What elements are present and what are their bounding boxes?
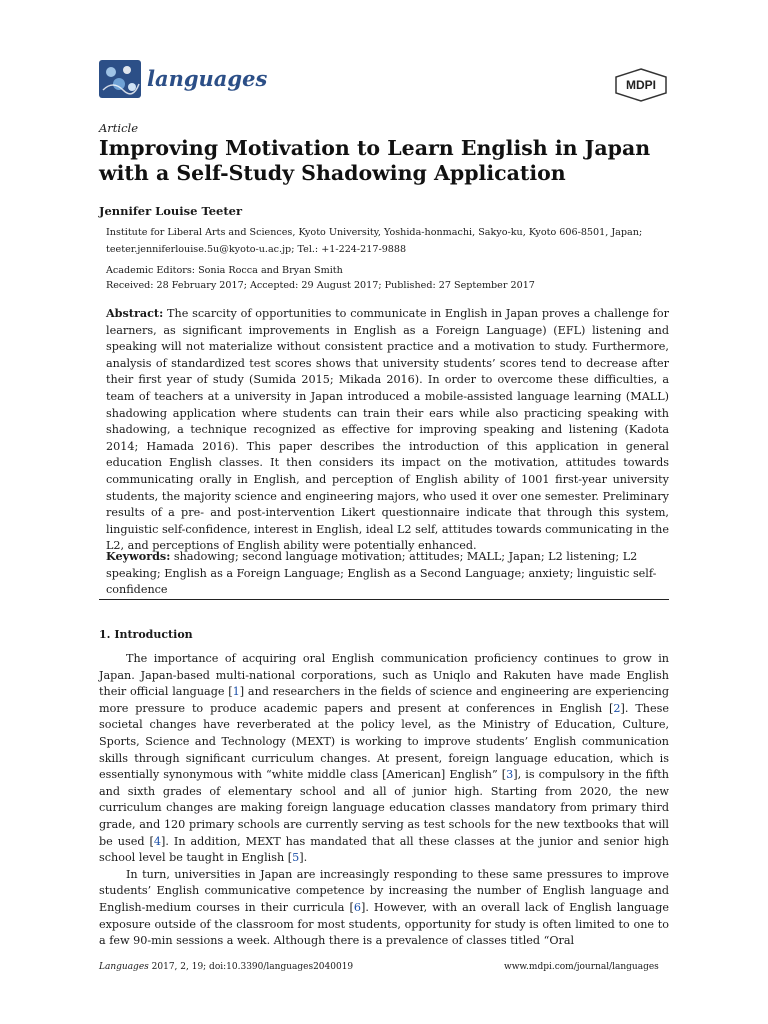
body-text: [99, 651, 669, 950]
paragraph-2: [99, 867, 669, 950]
citation-link[interactable]: 3: [506, 768, 514, 782]
paragraph-1: [99, 651, 669, 867]
affiliation-line1: Institute for Liberal Arts and Sciences, Kyoto University, Yoshida-honmachi, Sakyo-ku, Kyoto 606-8501, Japan;: [106, 227, 643, 238]
text-run: ], is compulsory in the fifth and sixth grades of elementary school and all of junior high. Starting from 2020, the new curriculum changes are making foreign language education classes mandatory from primary third grade, and 120 primary schools are currently serving as test schools for the new textbooks that will be used [: [99, 768, 669, 848]
citation-link[interactable]: 5: [292, 851, 300, 865]
footer-citation: [99, 962, 353, 972]
citation-link[interactable]: 1: [232, 685, 240, 699]
abstract-label: Abstract:: [106, 306, 164, 320]
text-run: ]. However, with an overall lack of English language exposure outside of the classroom for most students, opportunity for study is often limited to one to a few 90-min sessions a week. Although there is a prevalence of classes titled “Oral: [99, 900, 669, 948]
keywords-label: Keywords:: [106, 549, 171, 563]
abstract-text: The scarcity of opportunities to communicate in English in Japan proves a challenge for learners, as significant improvements in English as a Foreign Language) (EFL) listening and speaking will not materialize without consistent practice and a motivation to study. Furthermore, analysis of standardized test scores shows that university students’ scores tend to decrease after their first year of study (Sumida 2015; Mikada 2016). In order to overcome these difficulties, a team of teachers at a university in Japan introduced a mobile-assisted language learning (MALL) shadowing application where students can train their ears while also practicing speaking with shadowing, a technique recognized as effective for improving speaking and listening (Kadota 2014; Hamada 2016). This paper describes the introduction of this application in general education English classes. It then considers its impact on the motivation, attitudes towards communicating orally in English, and perception of English ability of 1001 first-year university students, the majority science and engineering majors, who used it over one semester. Preliminary results of a pre- and post-intervention Likert questionnaire indicate that through this system, linguistic self-confidence, interest in English, ideal L2 self, attitudes towards communicating in the L2, and perceptions of English ability were potentially enhanced.: [106, 307, 669, 553]
citation-link[interactable]: 6: [353, 900, 361, 914]
abstract: [106, 305, 669, 555]
mdpi-logo: [613, 68, 669, 102]
academic-editors: Academic Editors: Sonia Rocca and Bryan Smith: [106, 265, 343, 276]
publication-dates: Received: 28 February 2017; Accepted: 29 August 2017; Published: 27 September 2017: [106, 280, 535, 291]
text-run: ] and researchers in the fields of science and engineering are experiencing more pressure to produce academic papers and present at conferences in English [: [99, 685, 669, 715]
article-type: Article: [99, 121, 139, 135]
keywords-text: shadowing; second language motivation; attitudes; MALL; Japan; L2 listening; L2 speaking; English as a Foreign Language; English as a Second Language; anxiety; linguistic self-confidence: [106, 550, 657, 597]
article-title: Improving Motivation to Learn English in Japan with a Self-Study Shadowing Application: [99, 136, 651, 185]
svg-text:MDPI: MDPI: [626, 78, 656, 92]
text-run: In turn, universities in Japan are increasingly responding to these same pressures to improve students’ English communicative competence by increasing the number of English language and English-medium courses in their curricula [: [99, 867, 669, 914]
section-divider: [99, 599, 669, 600]
editorial-info: [106, 263, 676, 293]
citation-link[interactable]: 4: [153, 834, 161, 848]
keywords: [106, 548, 669, 599]
footer-citation-rest: 2017, 2, 19; doi:10.3390/languages2040019: [148, 962, 354, 972]
footer-journal: Languages: [99, 962, 149, 972]
journal-logo-icon: [99, 60, 141, 98]
journal-name: languages: [147, 66, 268, 91]
citation-link[interactable]: 2: [613, 701, 621, 715]
author-name: Jennifer Louise Teeter: [99, 204, 243, 218]
affiliation-line2: teeter.jenniferlouise.5u@kyoto-u.ac.jp; Tel.: +1-224-217-9888: [106, 244, 407, 255]
text-run: ]. In addition, MEXT has mandated that all these classes at the junior and senior high school level be taught in English [: [99, 834, 669, 865]
text-run: ]. These societal changes have reverberated at the policy level, as the Ministry of Education, Culture, Sports, Science and Technology (MEXT) is working to improve students’ English communication skills through significant curriculum changes. At present, foreign language education, which is essentially synonymous with “white middle class [American] English” [: [99, 701, 669, 782]
footer-url[interactable]: www.mdpi.com/journal/languages: [504, 962, 659, 972]
text-run: ].: [299, 851, 308, 865]
affiliation: [106, 224, 676, 258]
text-run: The importance of acquiring oral English communication proficiency continues to grow in Japan. Japan-based multi-national corporations, such as Uniqlo and Rakuten have made English their official language [: [99, 652, 669, 699]
section-heading: 1. Introduction: [99, 628, 193, 641]
